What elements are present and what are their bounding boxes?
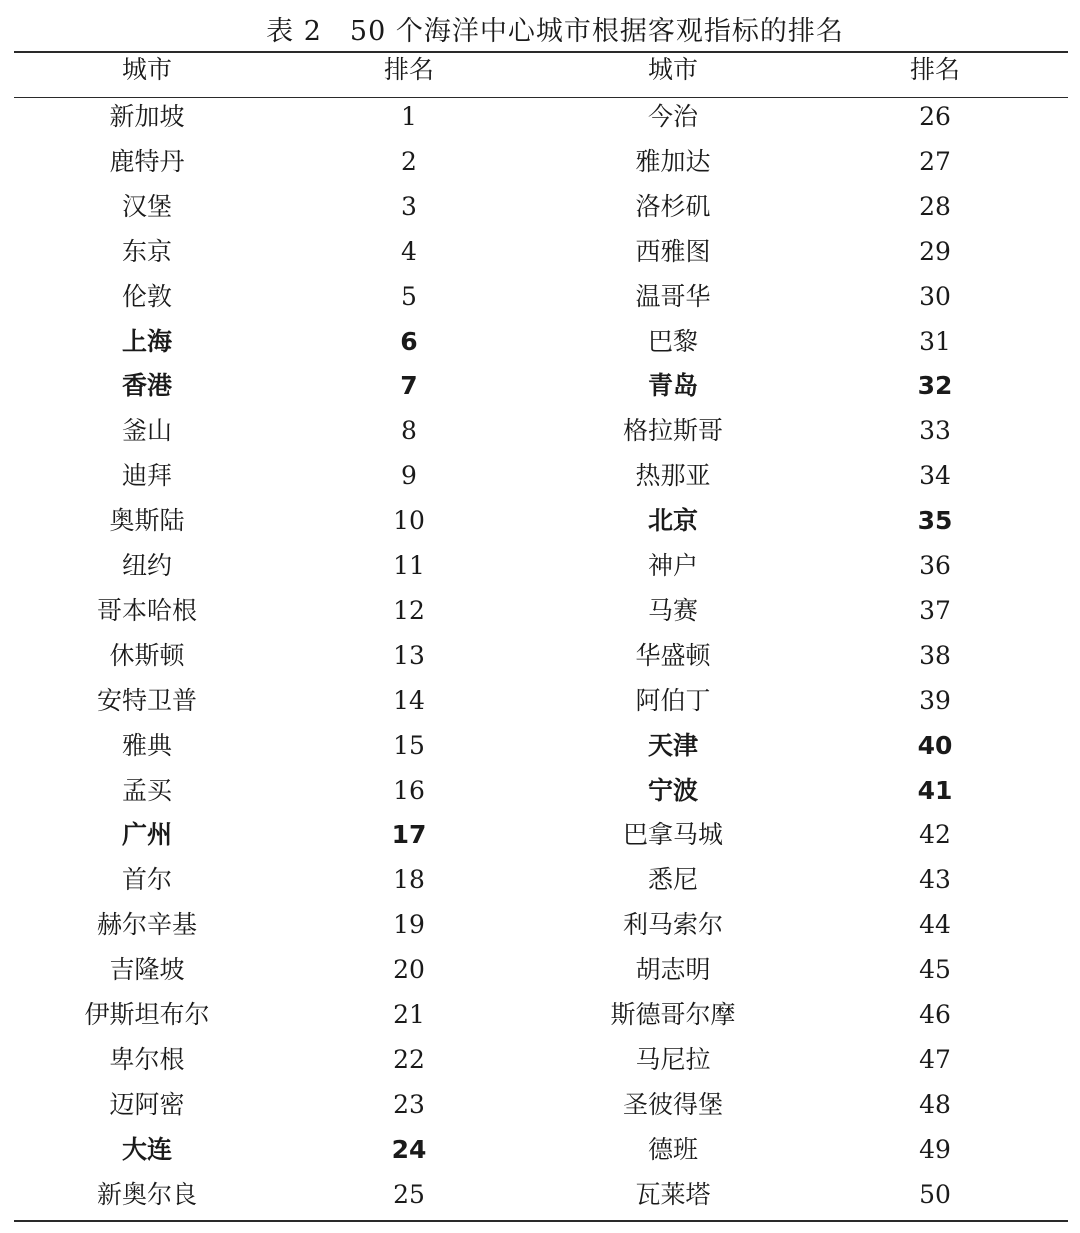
cell-city-right: 马赛	[647, 595, 698, 625]
cell-rank-left: 4	[401, 236, 417, 266]
cell-rank-right: 44	[919, 910, 951, 940]
cell-rank-left: 24	[391, 1134, 427, 1164]
cell-rank-right: 48	[919, 1089, 951, 1119]
cell-rank-right: 26	[919, 102, 951, 131]
cell-rank-left: 1	[401, 102, 417, 131]
cell-city-right: 马尼拉	[635, 1044, 711, 1074]
cell-rank-left: 11	[393, 551, 425, 580]
cell-rank-left: 6	[400, 326, 418, 356]
cell-city-left: 釜山	[121, 416, 172, 446]
header-rank-right: 排名	[909, 55, 960, 84]
cell-rank-right: 38	[919, 640, 951, 670]
cell-city-right: 青岛	[647, 371, 698, 401]
cell-city-left: 迪拜	[121, 461, 172, 491]
cell-city-right: 阿伯丁	[635, 685, 711, 715]
cell-city-right: 巴黎	[647, 326, 698, 356]
cell-rank-left: 17	[391, 820, 427, 850]
cell-city-left: 休斯顿	[109, 640, 185, 670]
cell-city-left: 广州	[121, 820, 172, 850]
cell-rank-right: 42	[919, 820, 951, 850]
cell-rank-left: 2	[401, 146, 417, 176]
cell-rank-right: 28	[919, 191, 951, 221]
cell-city-right: 巴拿马城	[622, 820, 723, 850]
cell-city-left: 东京	[121, 236, 172, 266]
cell-rank-right: 46	[919, 1000, 951, 1029]
cell-city-right: 圣彼得堡	[622, 1089, 723, 1119]
cell-rank-left: 25	[393, 1179, 425, 1209]
cell-rank-right: 40	[917, 730, 953, 760]
cell-city-right: 西雅图	[635, 236, 711, 266]
cell-rank-left: 18	[393, 865, 425, 895]
cell-city-left: 安特卫普	[96, 685, 197, 715]
cell-rank-left: 21	[393, 1000, 425, 1029]
cell-city-left: 首尔	[121, 865, 172, 895]
cell-city-left: 香港	[121, 371, 172, 401]
cell-city-right: 瓦莱塔	[635, 1179, 711, 1209]
cell-city-left: 迈阿密	[109, 1089, 185, 1119]
cell-city-right: 悉尼	[647, 865, 698, 895]
cell-city-left: 新加坡	[109, 102, 185, 131]
cell-rank-right: 31	[919, 326, 951, 356]
cell-city-right: 德班	[647, 1134, 698, 1164]
cell-rank-right: 41	[917, 775, 953, 805]
cell-rank-right: 36	[919, 551, 951, 580]
cell-city-left: 鹿特丹	[109, 146, 185, 176]
cell-city-left: 大连	[121, 1134, 172, 1164]
cell-city-left: 新奥尔良	[96, 1179, 197, 1209]
cell-city-left: 吉隆坡	[109, 955, 185, 985]
cell-rank-left: 5	[401, 281, 417, 311]
cell-city-right: 格拉斯哥	[622, 416, 723, 446]
cell-city-left: 上海	[121, 326, 172, 356]
cell-rank-left: 19	[393, 910, 425, 940]
header-city-right: 城市	[647, 55, 698, 84]
table-caption: 表 2 50 个海洋中心城市根据客观指标的排名	[266, 16, 844, 47]
cell-rank-left: 8	[401, 416, 417, 446]
cell-rank-right: 33	[919, 416, 951, 446]
header-city-left: 城市	[121, 55, 172, 84]
cell-rank-right: 47	[919, 1044, 951, 1074]
cell-city-right: 洛杉矶	[635, 191, 711, 221]
cell-city-left: 赫尔辛基	[96, 910, 197, 940]
cell-city-right: 热那亚	[635, 461, 711, 491]
cell-city-right: 雅加达	[635, 146, 711, 176]
cell-city-right: 北京	[647, 506, 698, 536]
cell-city-left: 纽约	[121, 551, 172, 580]
cell-rank-right: 43	[919, 865, 951, 895]
cell-rank-right: 49	[919, 1134, 951, 1164]
cell-rank-left: 10	[393, 506, 425, 536]
cell-rank-right: 50	[919, 1179, 951, 1209]
cell-city-left: 哥本哈根	[96, 595, 197, 625]
cell-rank-left: 20	[393, 955, 425, 985]
cell-city-right: 斯德哥尔摩	[610, 1000, 736, 1029]
cell-rank-left: 7	[400, 371, 418, 401]
cell-city-right: 神户	[647, 551, 698, 580]
cell-rank-right: 30	[919, 281, 951, 311]
cell-rank-left: 12	[393, 595, 425, 625]
cell-city-right: 华盛顿	[635, 640, 711, 670]
header-rank-left: 排名	[383, 55, 434, 84]
cell-rank-left: 9	[401, 461, 417, 491]
cell-city-left: 奥斯陆	[109, 506, 185, 536]
cell-rank-right: 32	[917, 371, 953, 401]
cell-rank-left: 13	[393, 640, 425, 670]
cell-rank-right: 29	[919, 236, 951, 266]
cell-city-left: 孟买	[121, 775, 172, 805]
cell-city-left: 伦敦	[121, 281, 172, 311]
cell-rank-left: 15	[393, 730, 425, 760]
cell-city-left: 卑尔根	[109, 1044, 185, 1074]
cell-city-left: 汉堡	[121, 191, 172, 221]
cell-city-right: 天津	[647, 730, 698, 760]
cell-rank-right: 39	[919, 685, 951, 715]
cell-rank-left: 16	[393, 775, 425, 805]
cell-rank-right: 34	[919, 461, 951, 491]
bottom-rule	[14, 1220, 1068, 1222]
cell-city-right: 温哥华	[635, 281, 711, 311]
cell-rank-left: 3	[401, 191, 417, 221]
cell-city-right: 利马索尔	[622, 910, 723, 940]
cell-city-right: 胡志明	[635, 955, 711, 985]
cell-rank-left: 14	[393, 685, 425, 715]
cell-city-right: 今治	[647, 102, 698, 131]
cell-city-left: 伊斯坦布尔	[84, 1000, 210, 1029]
cell-rank-right: 27	[919, 146, 951, 176]
cell-rank-right: 35	[917, 506, 953, 536]
cell-city-left: 雅典	[121, 730, 172, 760]
cell-rank-right: 45	[919, 955, 951, 985]
cell-rank-left: 23	[393, 1089, 425, 1119]
cell-city-right: 宁波	[647, 775, 698, 805]
cell-rank-right: 37	[919, 595, 951, 625]
cell-rank-left: 22	[393, 1044, 425, 1074]
